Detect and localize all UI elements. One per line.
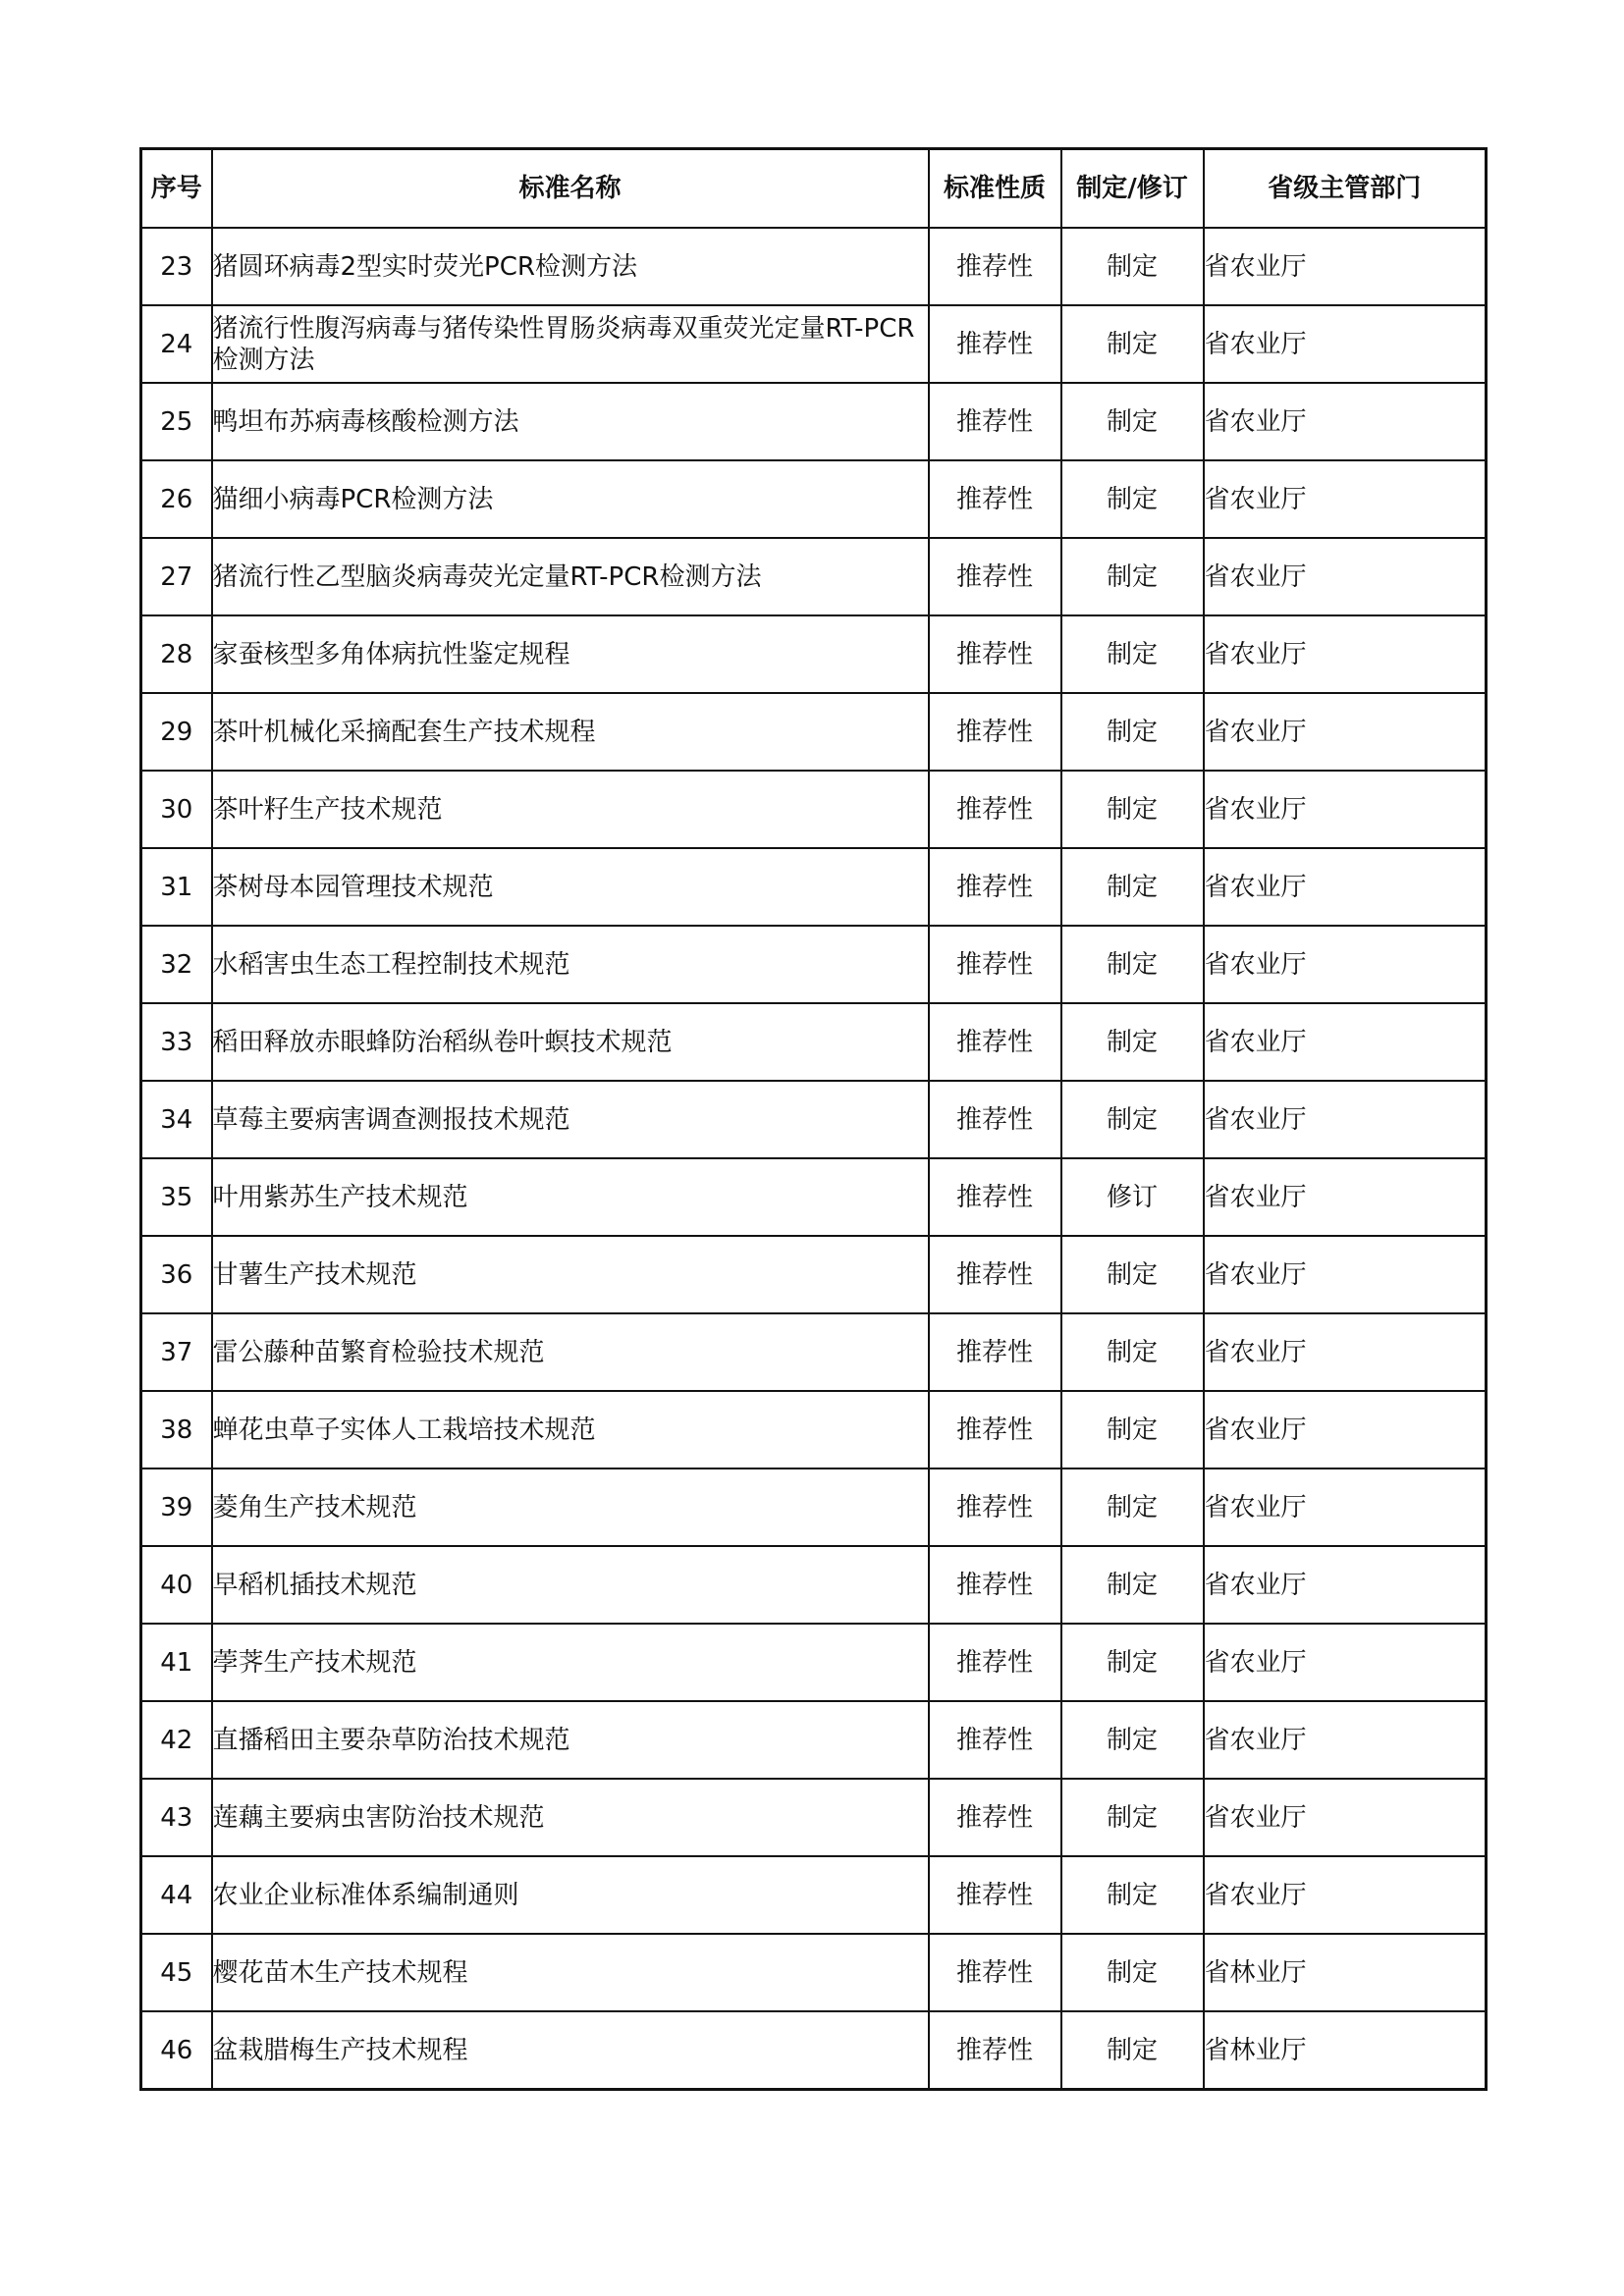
cell-standard-nature: 推荐性	[929, 228, 1061, 305]
cell-standard-nature: 推荐性	[929, 1856, 1061, 1934]
cell-serial-number: 39	[141, 1468, 212, 1546]
cell-standard-name: 雷公藤种苗繁育检验技术规范	[212, 1313, 929, 1391]
cell-formulate-revise: 制定	[1061, 1624, 1204, 1701]
cell-formulate-revise: 制定	[1061, 1081, 1204, 1158]
cell-standard-nature: 推荐性	[929, 1468, 1061, 1546]
cell-serial-number: 45	[141, 1934, 212, 2011]
cell-serial-number: 32	[141, 926, 212, 1003]
table-row	[141, 1081, 1487, 1158]
cell-department: 省农业厅	[1204, 1003, 1487, 1081]
cell-serial-number: 41	[141, 1624, 212, 1701]
cell-serial-number: 23	[141, 228, 212, 305]
cell-serial-number: 27	[141, 538, 212, 615]
cell-department: 省农业厅	[1204, 926, 1487, 1003]
cell-standard-name: 叶用紫苏生产技术规范	[212, 1158, 929, 1236]
cell-standard-nature: 推荐性	[929, 615, 1061, 693]
cell-formulate-revise: 制定	[1061, 305, 1204, 383]
cell-department: 省农业厅	[1204, 848, 1487, 926]
table-row	[141, 2011, 1487, 2090]
table-row	[141, 460, 1487, 538]
cell-standard-name: 猪圆环病毒2型实时荧光PCR检测方法	[212, 228, 929, 305]
table-body	[141, 228, 1487, 2090]
table-row	[141, 538, 1487, 615]
cell-standard-name: 猪流行性腹泻病毒与猪传染性胃肠炎病毒双重荧光定量RT-PCR检测方法	[212, 305, 929, 383]
cell-standard-name: 甘薯生产技术规范	[212, 1236, 929, 1313]
cell-standard-nature: 推荐性	[929, 1701, 1061, 1779]
header-serial-number: 序号	[141, 149, 212, 229]
cell-standard-nature: 推荐性	[929, 1003, 1061, 1081]
cell-serial-number: 31	[141, 848, 212, 926]
cell-department: 省农业厅	[1204, 693, 1487, 771]
cell-serial-number: 46	[141, 2011, 212, 2090]
table-row	[141, 1236, 1487, 1313]
cell-serial-number: 34	[141, 1081, 212, 1158]
cell-department: 省农业厅	[1204, 1701, 1487, 1779]
cell-serial-number: 26	[141, 460, 212, 538]
cell-formulate-revise: 制定	[1061, 1236, 1204, 1313]
cell-standard-name: 猫细小病毒PCR检测方法	[212, 460, 929, 538]
cell-formulate-revise: 制定	[1061, 383, 1204, 460]
cell-standard-name: 荸荠生产技术规范	[212, 1624, 929, 1701]
table-row	[141, 1158, 1487, 1236]
cell-standard-nature: 推荐性	[929, 1546, 1061, 1624]
cell-standard-name: 直播稻田主要杂草防治技术规范	[212, 1701, 929, 1779]
table-row	[141, 1934, 1487, 2011]
cell-standard-nature: 推荐性	[929, 1779, 1061, 1856]
table-row	[141, 1779, 1487, 1856]
table-row	[141, 1003, 1487, 1081]
table-row	[141, 1624, 1487, 1701]
cell-department: 省农业厅	[1204, 1624, 1487, 1701]
cell-formulate-revise: 制定	[1061, 1313, 1204, 1391]
cell-department: 省林业厅	[1204, 2011, 1487, 2090]
cell-standard-name: 早稻机插技术规范	[212, 1546, 929, 1624]
cell-standard-name: 莲藕主要病虫害防治技术规范	[212, 1779, 929, 1856]
cell-department: 省农业厅	[1204, 1158, 1487, 1236]
cell-standard-name: 樱花苗木生产技术规程	[212, 1934, 929, 2011]
cell-department: 省农业厅	[1204, 1468, 1487, 1546]
cell-department: 省农业厅	[1204, 1546, 1487, 1624]
cell-standard-nature: 推荐性	[929, 305, 1061, 383]
cell-serial-number: 36	[141, 1236, 212, 1313]
cell-standard-nature: 推荐性	[929, 538, 1061, 615]
header-department: 省级主管部门	[1204, 149, 1487, 229]
table-row	[141, 1856, 1487, 1934]
table-row	[141, 926, 1487, 1003]
cell-standard-nature: 推荐性	[929, 2011, 1061, 2090]
cell-department: 省农业厅	[1204, 615, 1487, 693]
cell-formulate-revise: 制定	[1061, 615, 1204, 693]
cell-standard-nature: 推荐性	[929, 693, 1061, 771]
table-row	[141, 693, 1487, 771]
cell-standard-name: 蝉花虫草子实体人工栽培技术规范	[212, 1391, 929, 1468]
table-row	[141, 848, 1487, 926]
table-row	[141, 1468, 1487, 1546]
cell-standard-nature: 推荐性	[929, 848, 1061, 926]
cell-standard-name: 茶树母本园管理技术规范	[212, 848, 929, 926]
cell-department: 省农业厅	[1204, 1236, 1487, 1313]
cell-standard-name: 盆栽腊梅生产技术规程	[212, 2011, 929, 2090]
cell-department: 省农业厅	[1204, 383, 1487, 460]
standards-table	[139, 147, 1488, 2091]
cell-standard-name: 菱角生产技术规范	[212, 1468, 929, 1546]
cell-formulate-revise: 制定	[1061, 538, 1204, 615]
cell-serial-number: 28	[141, 615, 212, 693]
table-row	[141, 305, 1487, 383]
header-standard-nature: 标准性质	[929, 149, 1061, 229]
table-row	[141, 1313, 1487, 1391]
cell-standard-nature: 推荐性	[929, 1624, 1061, 1701]
cell-standard-name: 农业企业标准体系编制通则	[212, 1856, 929, 1934]
table-row	[141, 771, 1487, 848]
cell-standard-name: 茶叶籽生产技术规范	[212, 771, 929, 848]
cell-serial-number: 30	[141, 771, 212, 848]
cell-standard-nature: 推荐性	[929, 926, 1061, 1003]
table-row	[141, 615, 1487, 693]
cell-standard-name: 稻田释放赤眼蜂防治稻纵卷叶螟技术规范	[212, 1003, 929, 1081]
cell-standard-nature: 推荐性	[929, 1934, 1061, 2011]
cell-department: 省农业厅	[1204, 771, 1487, 848]
cell-standard-name: 水稻害虫生态工程控制技术规范	[212, 926, 929, 1003]
table-row	[141, 1391, 1487, 1468]
cell-formulate-revise: 制定	[1061, 2011, 1204, 2090]
cell-formulate-revise: 制定	[1061, 848, 1204, 926]
table-header-row	[141, 149, 1487, 229]
cell-serial-number: 29	[141, 693, 212, 771]
cell-formulate-revise: 修订	[1061, 1158, 1204, 1236]
cell-department: 省农业厅	[1204, 1391, 1487, 1468]
cell-serial-number: 33	[141, 1003, 212, 1081]
cell-formulate-revise: 制定	[1061, 1856, 1204, 1934]
cell-formulate-revise: 制定	[1061, 926, 1204, 1003]
cell-serial-number: 40	[141, 1546, 212, 1624]
cell-formulate-revise: 制定	[1061, 460, 1204, 538]
table-row	[141, 1701, 1487, 1779]
cell-formulate-revise: 制定	[1061, 1391, 1204, 1468]
cell-serial-number: 35	[141, 1158, 212, 1236]
cell-standard-nature: 推荐性	[929, 460, 1061, 538]
cell-serial-number: 37	[141, 1313, 212, 1391]
cell-department: 省农业厅	[1204, 305, 1487, 383]
table-row	[141, 228, 1487, 305]
cell-standard-name: 草莓主要病害调查测报技术规范	[212, 1081, 929, 1158]
cell-formulate-revise: 制定	[1061, 1546, 1204, 1624]
cell-serial-number: 42	[141, 1701, 212, 1779]
cell-formulate-revise: 制定	[1061, 1779, 1204, 1856]
cell-standard-nature: 推荐性	[929, 1391, 1061, 1468]
cell-department: 省农业厅	[1204, 1081, 1487, 1158]
cell-serial-number: 43	[141, 1779, 212, 1856]
cell-formulate-revise: 制定	[1061, 1701, 1204, 1779]
cell-standard-nature: 推荐性	[929, 1236, 1061, 1313]
cell-formulate-revise: 制定	[1061, 771, 1204, 848]
cell-formulate-revise: 制定	[1061, 693, 1204, 771]
header-standard-name: 标准名称	[212, 149, 929, 229]
table-row	[141, 1546, 1487, 1624]
cell-serial-number: 25	[141, 383, 212, 460]
cell-formulate-revise: 制定	[1061, 1003, 1204, 1081]
cell-department: 省林业厅	[1204, 1934, 1487, 2011]
cell-standard-name: 鸭坦布苏病毒核酸检测方法	[212, 383, 929, 460]
header-formulate-revise: 制定/修订	[1061, 149, 1204, 229]
cell-department: 省农业厅	[1204, 1856, 1487, 1934]
cell-department: 省农业厅	[1204, 1779, 1487, 1856]
cell-formulate-revise: 制定	[1061, 1468, 1204, 1546]
cell-serial-number: 24	[141, 305, 212, 383]
cell-standard-nature: 推荐性	[929, 1158, 1061, 1236]
cell-department: 省农业厅	[1204, 538, 1487, 615]
cell-standard-name: 猪流行性乙型脑炎病毒荧光定量RT-PCR检测方法	[212, 538, 929, 615]
cell-serial-number: 44	[141, 1856, 212, 1934]
cell-department: 省农业厅	[1204, 228, 1487, 305]
cell-department: 省农业厅	[1204, 1313, 1487, 1391]
cell-standard-nature: 推荐性	[929, 1081, 1061, 1158]
cell-standard-name: 茶叶机械化采摘配套生产技术规程	[212, 693, 929, 771]
cell-standard-nature: 推荐性	[929, 771, 1061, 848]
cell-standard-nature: 推荐性	[929, 1313, 1061, 1391]
table-row	[141, 383, 1487, 460]
cell-department: 省农业厅	[1204, 460, 1487, 538]
cell-formulate-revise: 制定	[1061, 228, 1204, 305]
cell-standard-name: 家蚕核型多角体病抗性鉴定规程	[212, 615, 929, 693]
cell-standard-nature: 推荐性	[929, 383, 1061, 460]
cell-serial-number: 38	[141, 1391, 212, 1468]
cell-formulate-revise: 制定	[1061, 1934, 1204, 2011]
